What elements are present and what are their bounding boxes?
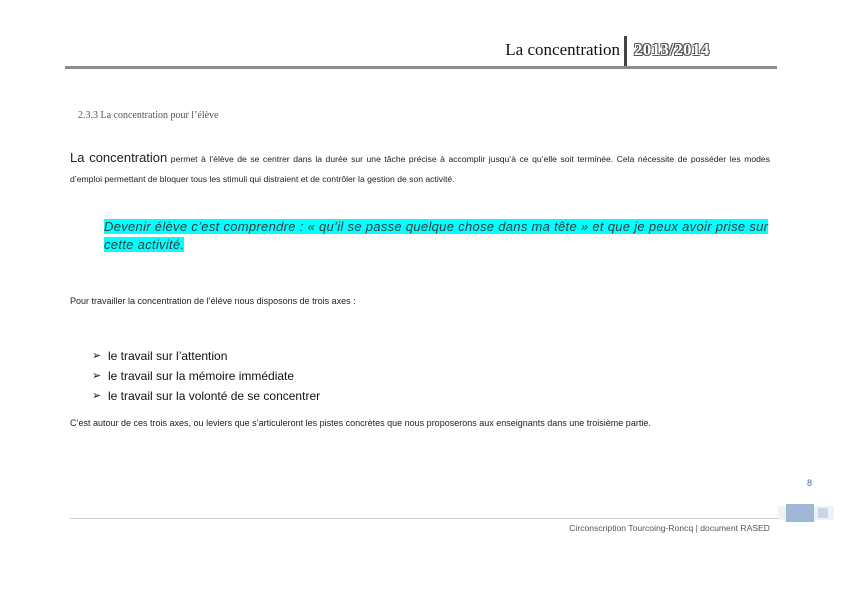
list-item	[92, 346, 320, 366]
header-rule	[65, 66, 777, 69]
paragraph-intro	[70, 148, 770, 189]
arrow-bullet-icon: ➢	[92, 350, 102, 362]
paragraph-intro-lead: La concentration	[70, 150, 168, 165]
quote-text: Devenir élève c’est comprendre : « qu’il se passe quelque chose dans ma tête » et que je peux avoir prise sur cette activité.	[104, 219, 769, 252]
highlighted-quote	[104, 218, 774, 254]
footer-rule	[70, 518, 786, 519]
footer-text: Circonscription Tourcoing-Roncq | document RASED	[569, 523, 770, 533]
footer-decoration-icon	[778, 502, 834, 524]
paragraph-axes-intro: Pour travailler la concentration de l’élève nous disposons de trois axes :	[70, 296, 356, 306]
paragraph-conclusion: C’est autour de ces trois axes, ou leviers que s’articuleront les pistes concrètes que nous proposerons aux enseignants dans une troisième partie.	[70, 418, 651, 428]
list-item	[92, 366, 320, 386]
section-heading: 2.3.3 La concentration pour l’élève	[78, 110, 219, 121]
list-item	[92, 386, 320, 406]
page-number: 8	[806, 478, 812, 488]
list-item-label: le travail sur la mémoire immédiate	[108, 369, 295, 383]
header-title: La concentration	[505, 40, 620, 59]
axes-list	[92, 346, 320, 406]
header-divider	[624, 36, 627, 66]
header-year: 2013/2014	[634, 40, 710, 59]
arrow-bullet-icon: ➢	[92, 370, 102, 382]
list-item-label: le travail sur la volonté de se concentrer	[108, 389, 321, 403]
paragraph-intro-text: permet à l’élève de se centrer dans la durée sur une tâche précise à accomplir jusqu’à ce qu’elle soit terminée. Cela nécessite de posséder les modes d’emploi permettant de bloquer tous les stimuli qui distraient et de contrôler la gestion de son activité.	[70, 154, 770, 184]
list-item-label: le travail sur l’attention	[108, 349, 228, 363]
arrow-bullet-icon: ➢	[92, 390, 102, 402]
